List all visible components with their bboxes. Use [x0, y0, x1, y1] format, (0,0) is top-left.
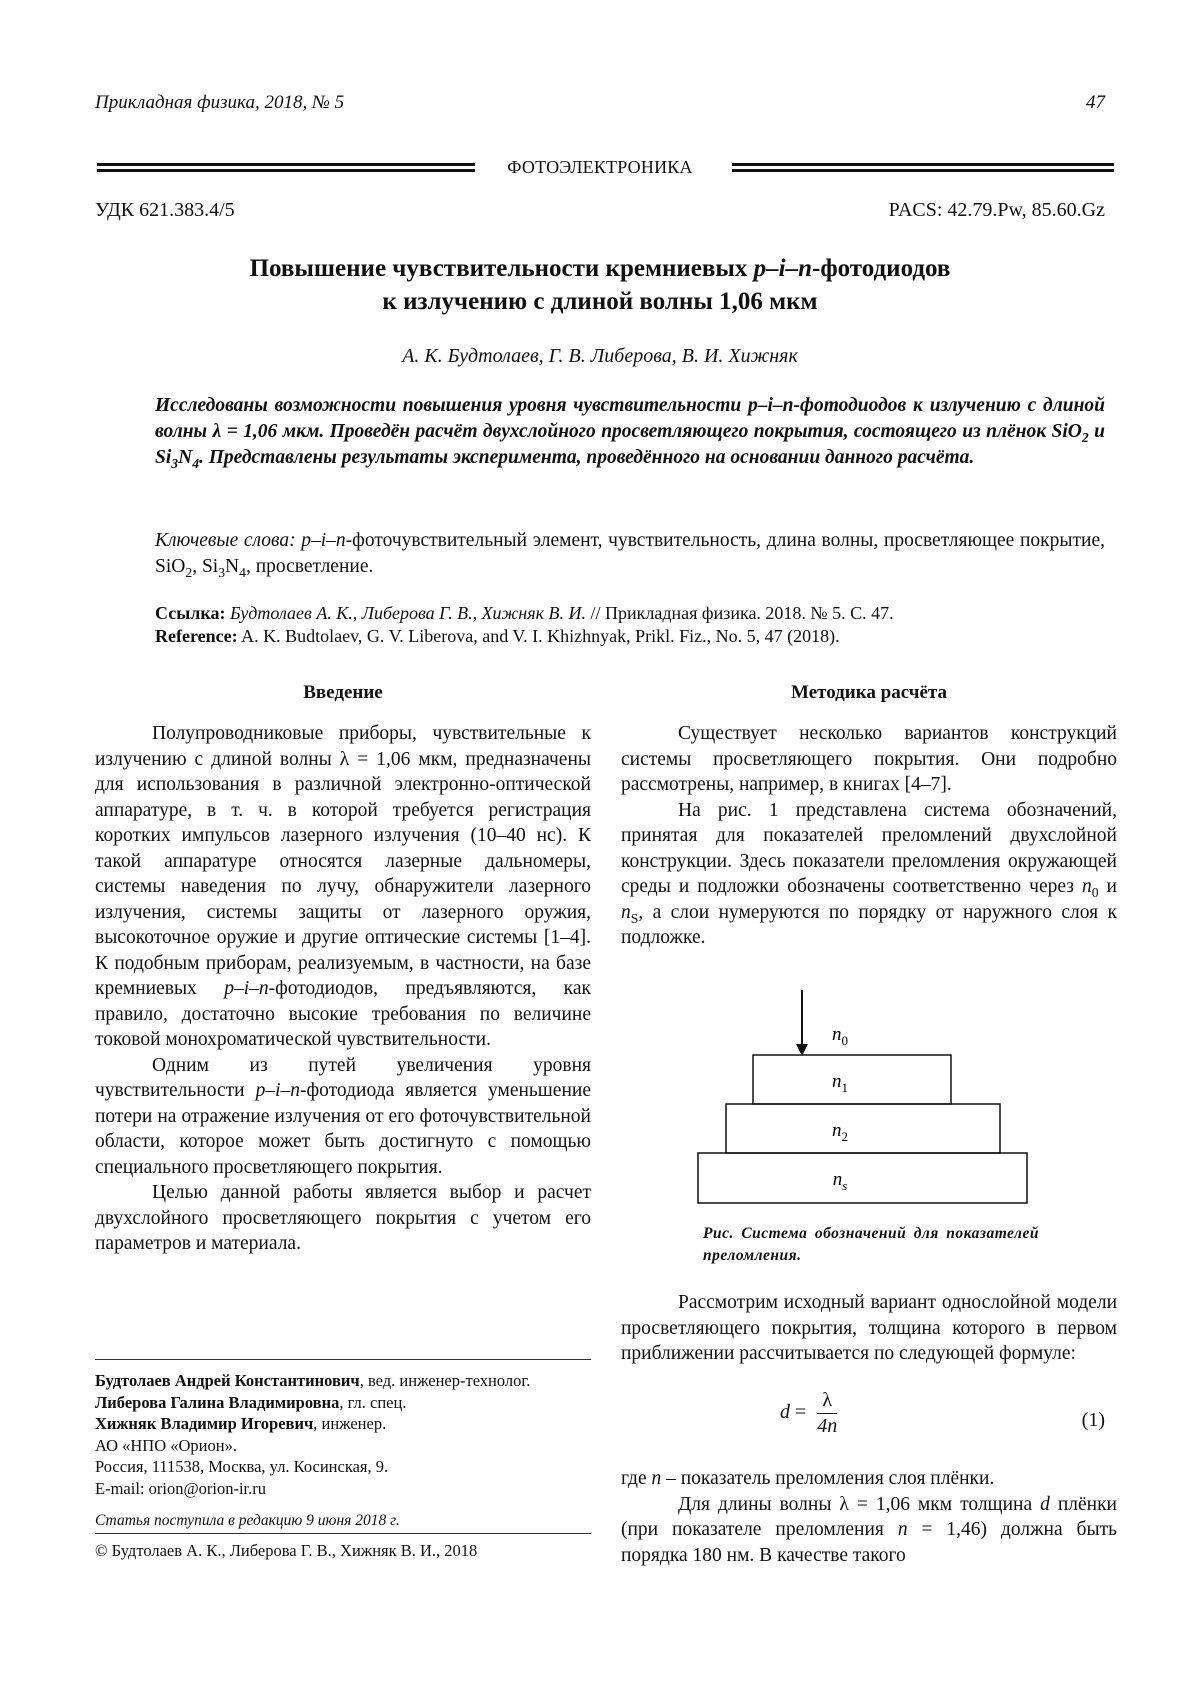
affil-email: E-mail: orion@orion-ir.ru: [95, 1478, 266, 1498]
abstract: [155, 393, 1105, 471]
authors: А. К. Будтолаев, Г. В. Либерова, В. И. Хижняк: [402, 345, 798, 367]
reference-label: Reference:: [155, 626, 238, 646]
author-affiliations: [95, 1370, 595, 1499]
citation-en: [155, 625, 1105, 648]
author3-role: , инженер.: [313, 1414, 387, 1433]
article-title: [100, 252, 1100, 318]
author3-name: Хижняк Владимир Игоревич: [95, 1414, 314, 1433]
citation-authors: Будтолаев А. К., Либерова Г. В., Хижняк В. И.: [225, 603, 587, 623]
keywords-sub3: 4: [239, 564, 246, 580]
title-line1-italic: p–i–n: [753, 255, 813, 282]
formula-equals: =: [790, 1401, 812, 1424]
pacs-code: PACS: 42.79.Pw, 85.60.Gz: [888, 199, 1105, 221]
method-paragraph-4: [621, 1466, 1117, 1492]
method-column-bottom: [621, 1466, 1117, 1568]
intro-column: [95, 681, 591, 1257]
layer-diagram: [640, 980, 1040, 1220]
intro-p1-b: -фотодиодов, предъявляются, как правило, достаточно высокие требования по величине токовой монохроматической чувствительности.: [95, 978, 591, 1050]
formula-lhs: d: [780, 1401, 790, 1424]
method-p2-ns-sub: S: [630, 910, 639, 926]
reference-text: A. K. Budtolaev, G. V. Liberova, and V. I. Khizhnyak, Prikl. Fiz., No. 5, 47 (2018).: [237, 626, 840, 646]
intro-p2-a: Одним из путей увеличения уровня чувствительности: [95, 1054, 591, 1101]
layer-1-box: [753, 1055, 951, 1104]
copyright: © Будтолаев А. К., Либерова Г. В., Хижняк В. И., 2018: [95, 1541, 478, 1560]
keywords-sub2: 3: [218, 564, 226, 580]
author2-role: , гл. спец.: [339, 1392, 407, 1412]
affil-author-1: [95, 1370, 595, 1392]
formula-fraction: [817, 1389, 837, 1438]
label-n2: $n_2$: [832, 1120, 848, 1144]
abstract-sub1: 2: [1081, 429, 1089, 445]
udk-code: УДК 621.383.4/5: [95, 199, 235, 221]
method-p5-d: d: [1040, 1493, 1050, 1515]
author2-name: Либерова Галина Владимировна: [95, 1392, 340, 1412]
substrate-box: [698, 1153, 1027, 1203]
formula-1: [780, 1389, 837, 1438]
section-label: [0, 157, 1200, 178]
formula-denominator: [817, 1414, 837, 1438]
formula-number: (1): [1081, 1409, 1105, 1431]
affil-author-2: [95, 1392, 595, 1414]
citation-ru: [155, 602, 1105, 625]
author1-role: , вед. инженер-технолог.: [359, 1371, 531, 1390]
method-paragraph-5: [621, 1492, 1117, 1569]
affil-author-3: [95, 1413, 595, 1435]
abstract-part4: . Представлены результаты эксперимента, проведённого на основании данного расчёта.: [199, 447, 975, 468]
title-line2: к излучению с длиной волны 1,06 мкм: [382, 288, 818, 315]
keywords-label: Ключевые слова:: [155, 530, 302, 551]
citation-label: Ссылка:: [155, 603, 226, 623]
method-p4-n: n: [651, 1468, 662, 1489]
method-heading: Методика расчёта: [791, 682, 947, 703]
label-n1: $n_1$: [832, 1071, 848, 1095]
method-p2-b: , а слои нумеруются по порядку от наружного слоя к подложке.: [621, 901, 1117, 948]
intro-p2-b: -фотодиода является уменьшение потери на отражение излучения от его фоточувствительной области, которое может быть достигнуто с помощью специального просветляющего покрытия.: [95, 1080, 591, 1178]
method-p5-b: плёнки (при показателе преломления: [621, 1493, 1117, 1540]
method-p5-a: Для длины волны λ = 1,06 мкм толщина: [678, 1493, 1041, 1515]
title-line1-post: -фотодиодов: [812, 255, 951, 282]
method-p2-n0-sub: 0: [1091, 884, 1099, 900]
formula-numerator: λ: [817, 1389, 837, 1414]
section-label-text: ФОТОЭЛЕКТРОНИКА: [507, 157, 693, 177]
intro-heading: Введение: [303, 682, 383, 703]
intro-p1-italic: p–i–n: [224, 978, 269, 999]
method-p2-a: На рис. 1 представлена система обозначений, принятая для показателей преломлений двухслойной конструкции. Здесь показатели преломления окружающей среды и подложки обозначены соответственно через: [621, 799, 1117, 897]
keywords-text2: , Si: [192, 556, 219, 577]
method-column-lower: [621, 1290, 1117, 1367]
abstract-part1: Исследованы возможности повышения уровня чувствительности p–i–n-фотодиодов к излучению с длиной волны λ = 1,06 мкм. Проведён расчёт двухслойного просветляющего покрытия, состоящего из плёнок SiO: [155, 395, 1105, 442]
method-paragraph-2: [621, 798, 1117, 951]
keywords: [155, 528, 1105, 580]
abstract-sub2: 3: [171, 455, 179, 471]
affil-org: АО «НПО «Орион».: [95, 1435, 237, 1455]
citation-rest: // Прикладная физика. 2018. № 5. С. 47.: [586, 603, 894, 623]
label-ns: $n_s$: [832, 1169, 848, 1193]
method-paragraph-1: Существует несколько вариантов конструкций системы просветляющего покрытия. Они подробно рассмотрены, например, в книгах [4–7].: [621, 723, 1117, 795]
keywords-text4: , просветление.: [245, 556, 374, 577]
abstract-part3: N: [178, 447, 193, 468]
method-p5-n: n: [897, 1519, 908, 1540]
method-p4-b: – показатель преломления слоя плёнки.: [661, 1468, 995, 1489]
copyright-rule: [95, 1533, 591, 1534]
citation-block: [155, 602, 1105, 648]
method-p2-mid: и: [1098, 876, 1117, 897]
received-date: Статья поступила в редакцию 9 июня 2018 г.: [95, 1512, 400, 1529]
keywords-text1: -фоточувствительный элемент, чувствительность, длина волны, просветляющее покрытие, SiO: [155, 530, 1105, 577]
figure-caption: Рис. Система обозначений для показателей преломления.: [703, 1225, 1039, 1264]
intro-paragraph-1: [95, 721, 591, 1053]
method-paragraph-3: Рассмотрим исходный вариант однослойной модели просветляющего покрытия, толщина которого в первом приближении рассчитывается по следующей формуле:: [621, 1292, 1117, 1364]
formula-denominator-text: 4n: [817, 1415, 838, 1437]
keywords-text3: N: [225, 556, 240, 577]
method-p2-ns: n: [621, 901, 631, 923]
running-head: Прикладная физика, 2018, № 5: [95, 92, 345, 113]
method-p5-c: = 1,46) должна быть порядка 180 нм. В качестве такого: [621, 1519, 1117, 1566]
keywords-italic: p–i–n: [301, 530, 346, 551]
keywords-sub1: 2: [185, 564, 193, 580]
method-column: [621, 681, 1117, 951]
abstract-sub3: 4: [192, 455, 200, 471]
incident-arrow-head: [796, 1044, 808, 1056]
intro-paragraph-2: [95, 1053, 591, 1181]
affil-address: Россия, 111538, Москва, ул. Косинская, 9.: [95, 1457, 389, 1476]
title-line1-pre: Повышение чувствительности кремниевых: [249, 255, 754, 282]
footnote-rule: [95, 1359, 591, 1360]
intro-p2-italic: p–i–n: [255, 1080, 301, 1101]
layer-2-box: [726, 1104, 1000, 1153]
page-number: 47: [1086, 92, 1105, 113]
abstract-part2: и Si: [155, 421, 1105, 468]
author1-name: Будтолаев Андрей Константинович: [95, 1371, 360, 1390]
method-p4-a: где: [621, 1468, 652, 1489]
intro-p1-a: Полупроводниковые приборы, чувствительные к излучению с длиной волны λ = 1,06 мкм, предназначены для использования в различной электронно-оптической аппаратуре, в т. ч. в которой требуется регистрация коротких импульсов лазерного излучения (10–40 нс). К такой аппаратуре относятся лазерные дальномеры, системы наведения по лучу, обнаружители лазерного излучения, системы защиты от лазерного оружия, высокоточное оружие и другие оптические системы [1–4]. К подобным приборам, реализуемым, в частности, на базе кремниевых: [95, 723, 591, 999]
label-n0: $n_0$: [832, 1024, 848, 1048]
method-p2-n0: n: [1081, 876, 1092, 897]
intro-paragraph-3: Целью данной работы является выбор и расчет двухслойного просветляющего покрытия с учетом его параметров и материала.: [95, 1182, 591, 1254]
